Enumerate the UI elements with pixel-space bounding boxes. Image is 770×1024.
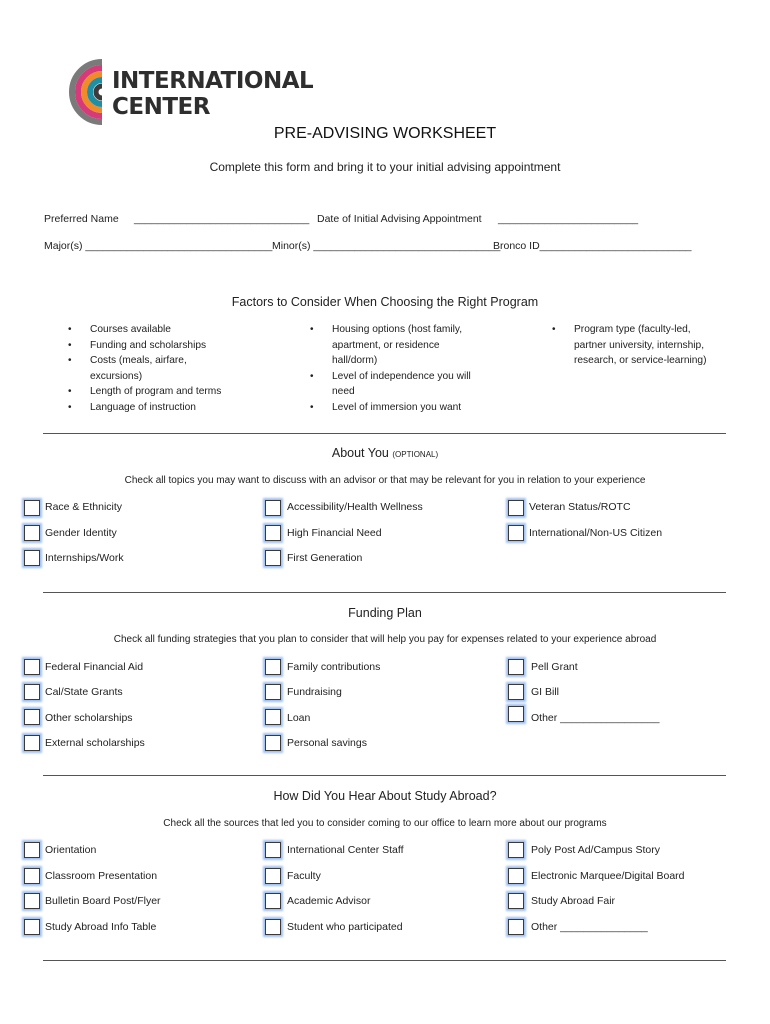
international-center-logo <box>62 56 314 130</box>
page-subtitle: Complete this form and bring it to your initial advising appointment <box>209 160 561 174</box>
bronco-id-field[interactable]: Bronco ID__________________________ <box>493 240 692 252</box>
checkbox-label: Study Abroad Info Table <box>45 921 157 933</box>
checkbox-label: Other _________________ <box>531 712 660 724</box>
list-item: need <box>332 386 355 398</box>
checkbox-label: Accessibility/Health Wellness <box>287 501 423 513</box>
logo-mark <box>62 56 118 130</box>
checkbox-academic-advisor[interactable] <box>265 893 281 909</box>
checkbox-classroom-presentation[interactable] <box>24 868 40 884</box>
list-item: • Courses available <box>90 322 221 338</box>
logo-line-1: INTERNATIONAL <box>112 68 314 94</box>
checkbox-label: Veteran Status/ROTC <box>529 501 631 513</box>
list-item: • Costs (meals, airfare, <box>90 353 221 369</box>
funding-plan-instruction: Check all funding strategies that you plan to consider that will help you pay for expenses related to your experience abroad <box>113 634 657 645</box>
preferred-name-label: Preferred Name <box>44 213 119 225</box>
section-divider <box>43 433 726 434</box>
checkbox-first-generation[interactable] <box>265 550 281 566</box>
checkbox-electronic-marquee[interactable] <box>508 868 524 884</box>
checkbox-label: Internships/Work <box>45 552 124 564</box>
section-divider <box>43 592 726 593</box>
factors-list-3 <box>556 322 707 369</box>
funding-plan-heading: Funding Plan <box>348 606 422 620</box>
checkbox-label: Student who participated <box>287 921 403 933</box>
checkbox-veteran[interactable] <box>508 500 524 516</box>
checkbox-student-participated[interactable] <box>265 919 281 935</box>
checkbox-race-ethnicity[interactable] <box>24 500 40 516</box>
checkbox-loan[interactable] <box>265 709 281 725</box>
list-item: apartment, or residence <box>332 339 440 351</box>
list-item: • Level of independence you will <box>332 369 471 385</box>
how-did-you-hear-instruction: Check all the sources that led you to consider coming to our office to learn more about our programs <box>163 818 607 829</box>
checkbox-international[interactable] <box>508 525 524 541</box>
factors-heading: Factors to Consider When Choosing the Right Program <box>231 295 539 309</box>
checkbox-label: Study Abroad Fair <box>531 895 616 907</box>
checkbox-label: Faculty <box>287 870 321 882</box>
checkbox-gi-bill[interactable] <box>508 684 524 700</box>
checkbox-external-scholarships[interactable] <box>24 735 40 751</box>
preferred-name-blank[interactable]: ______________________________ <box>134 213 310 225</box>
checkbox-label: Pell Grant <box>531 661 578 673</box>
factors-list-1 <box>72 322 221 416</box>
checkbox-label: Other scholarships <box>45 712 133 724</box>
appointment-date-label: Date of Initial Advising Appointment <box>317 213 482 225</box>
checkbox-label: Federal Financial Aid <box>45 661 144 673</box>
majors-field[interactable]: Major(s) ________________________________ <box>44 240 273 252</box>
minors-field[interactable]: Minor(s) ________________________________ <box>272 240 501 252</box>
list-item: hall/dorm) <box>332 355 378 367</box>
optional-note: (OPTIONAL) <box>392 450 439 459</box>
checkbox-label: Gender Identity <box>45 527 117 539</box>
checkbox-label: International Center Staff <box>287 844 404 856</box>
checkbox-label: Poly Post Ad/Campus Story <box>531 844 660 856</box>
checkbox-study-abroad-fair[interactable] <box>508 893 524 909</box>
checkbox-fundraising[interactable] <box>265 684 281 700</box>
checkbox-label: Classroom Presentation <box>45 870 158 882</box>
checkbox-ic-staff[interactable] <box>265 842 281 858</box>
checkbox-label: Orientation <box>45 844 97 856</box>
checkbox-label: First Generation <box>287 552 363 564</box>
checkbox-label: International/Non-US Citizen <box>529 527 663 539</box>
section-divider <box>43 960 726 961</box>
list-item: • Level of immersion you want <box>332 400 471 416</box>
checkbox-faculty[interactable] <box>265 868 281 884</box>
checkbox-accessibility[interactable] <box>265 500 281 516</box>
checkbox-other-funding[interactable] <box>508 706 524 722</box>
about-you-instruction: Check all topics you may want to discuss with an advisor or that may be relevant for you in relation to your experience <box>124 475 646 486</box>
logo-line-2: CENTER <box>112 94 210 120</box>
checkbox-label: Family contributions <box>287 661 381 673</box>
checkbox-label: Race & Ethnicity <box>45 501 123 513</box>
checkbox-cal-state-grants[interactable] <box>24 684 40 700</box>
list-item: • Language of instruction <box>90 400 221 416</box>
checkbox-label: Other _______________ <box>531 921 648 933</box>
checkbox-label: High Financial Need <box>287 527 382 539</box>
checkbox-label: Bulletin Board Post/Flyer <box>45 895 161 907</box>
checkbox-info-table[interactable] <box>24 919 40 935</box>
about-you-heading <box>0 446 770 460</box>
list-item: • Housing options (host family, <box>332 322 471 338</box>
checkbox-orientation[interactable] <box>24 842 40 858</box>
list-item: • Program type (faculty-led, <box>574 322 707 338</box>
checkbox-poly-post[interactable] <box>508 842 524 858</box>
page-title: PRE-ADVISING WORKSHEET <box>273 125 497 142</box>
checkbox-label: External scholarships <box>45 737 145 749</box>
checkbox-label: Loan <box>287 712 311 724</box>
checkbox-high-financial-need[interactable] <box>265 525 281 541</box>
list-item: research, or service-learning) <box>574 355 707 367</box>
checkbox-gender-identity[interactable] <box>24 525 40 541</box>
about-you-title: About You <box>331 446 389 460</box>
list-item: • Funding and scholarships <box>90 338 221 354</box>
how-did-you-hear-heading: How Did You Hear About Study Abroad? <box>273 789 497 803</box>
checkbox-label: Fundraising <box>287 686 342 698</box>
factors-list-2 <box>314 322 471 416</box>
list-item: partner university, internship, <box>574 339 705 351</box>
list-item: excursions) <box>90 370 143 382</box>
checkbox-federal-aid[interactable] <box>24 659 40 675</box>
checkbox-label: Academic Advisor <box>287 895 371 907</box>
checkbox-family-contributions[interactable] <box>265 659 281 675</box>
checkbox-label: Electronic Marquee/Digital Board <box>531 870 685 882</box>
checkbox-other-scholarships[interactable] <box>24 709 40 725</box>
section-divider <box>43 775 726 776</box>
checkbox-label: Personal savings <box>287 737 367 749</box>
checkbox-internships[interactable] <box>24 550 40 566</box>
checkbox-personal-savings[interactable] <box>265 735 281 751</box>
checkbox-bulletin-board[interactable] <box>24 893 40 909</box>
list-item: • Length of program and terms <box>90 384 221 400</box>
checkbox-label: GI Bill <box>531 686 560 698</box>
checkbox-pell-grant[interactable] <box>508 659 524 675</box>
checkbox-label: Cal/State Grants <box>45 686 123 698</box>
checkbox-other-source[interactable] <box>508 919 524 935</box>
appointment-date-blank[interactable]: ________________________ <box>498 213 639 225</box>
